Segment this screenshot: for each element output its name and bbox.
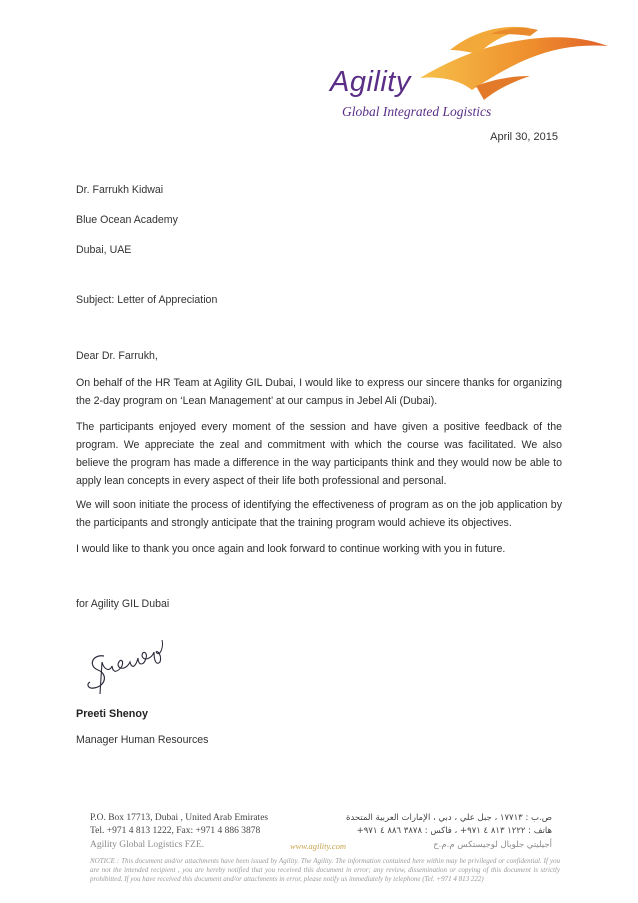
brand-wordmark: Agility (330, 66, 411, 98)
handwritten-signature (82, 636, 182, 700)
salutation: Dear Dr. Farrukh, (76, 350, 158, 362)
recipient-name: Dr. Farrukh Kidwai (76, 184, 164, 196)
recipient-location: Dubai, UAE (76, 244, 132, 256)
footer-phone-ar: هاتف : ١٢٢٢ ٨١٣ ٤ ٩٧١+ ، فاكس : ٣٨٧٨ ٨٨٦ ٤ ٩٧١+ (356, 826, 552, 836)
footer-notice: NOTICE : This document and/or attachments have been issued by Agility. The Agility. The information contained here within may be privileged or confidential. If you are not the intended recipient , you are hereby notified that you received this document in error; any review, dissemination or copying of this document is strictly prohibitted. If you have received this document and/or attachments in error, please notify us immediately by telephone (Tel. +971 4 813 222) (90, 857, 560, 883)
body-paragraph-2: The participants enjoyed every moment of the session and have given a positive feedback of the program. We appreciate the zeal and commitment with which the course was facilitated. We also believe the program has made a difference in the way participants think and they would now be able to apply lean concepts in every aspect of their life both professional and personal. (76, 421, 562, 487)
recipient-organization: Blue Ocean Academy (76, 214, 178, 226)
closing-line: for Agility GIL Dubai (76, 598, 170, 610)
footer-company-en: Agility Global Logistics FZE. (90, 840, 204, 850)
letter-date: April 30, 2015 (490, 131, 558, 143)
body-paragraph-3: We will soon initiate the process of identifying the effectiveness of program as on the job application by the participants and strongly anticipate that the training program would achieve its objectives. (76, 499, 562, 529)
signer-title: Manager Human Resources (76, 734, 209, 746)
brand-tagline: Global Integrated Logistics (342, 104, 492, 119)
agility-bird-logo-icon (380, 20, 620, 110)
body-paragraph-1: On behalf of the HR Team at Agility GIL Dubai, I would like to express our sincere thanks for organizing the 2-day program on ‘Lean Management’ at our campus in Jebel Ali (Dubai). (76, 377, 562, 407)
footer-address-en: P.O. Box 17713, Dubai , United Arab Emirates (90, 813, 269, 823)
signer-name: Preeti Shenoy (76, 708, 149, 720)
subject-line: Subject: Letter of Appreciation (76, 294, 218, 306)
body-paragraph-4: I would like to thank you once again and look forward to continue working with you in future. (76, 543, 506, 555)
footer-address-ar: ص.ب : ١٧٧١٣ ، جبل علي ، دبي ، الإمارات العربية المتحدة (346, 813, 552, 823)
footer-company-ar: أجيليتي جلوبال لوجيستكس م.م.ح (433, 840, 552, 850)
footer-phone-en: Tel. +971 4 813 1222, Fax: +971 4 886 3878 (90, 826, 261, 836)
footer-website: www.agility.com (290, 841, 347, 851)
